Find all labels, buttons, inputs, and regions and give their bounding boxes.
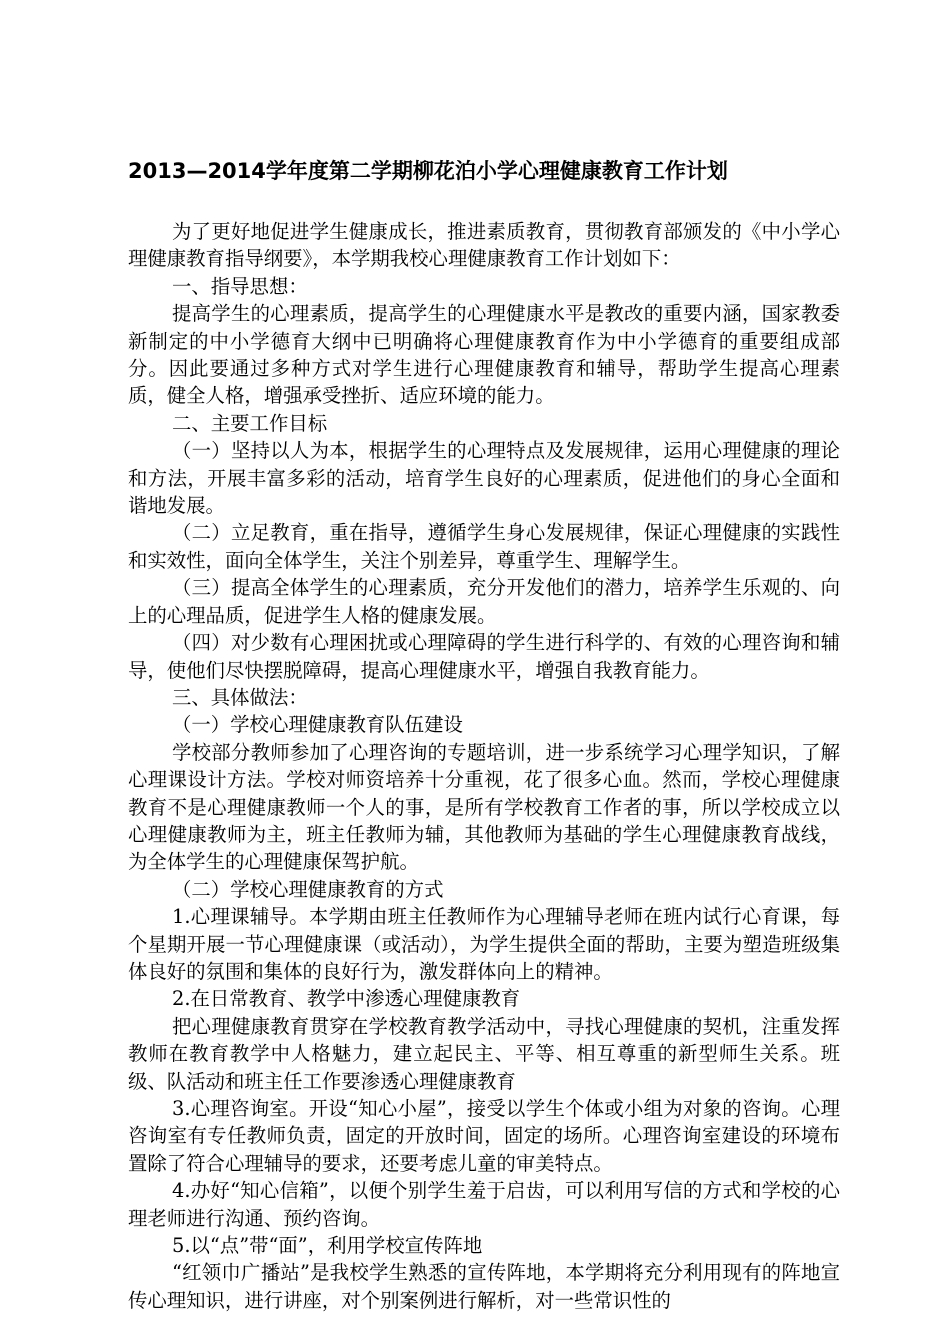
- body-paragraph: 学校部分教师参加了心理咨询的专题培训，进一步系统学习心理学知识，了解心理课设计方法。学校对师资培养十分重视，花了很多心血。然而，学校心理健康教育不是心理健康教师一个人的事，是所有学校教育工作者的事，所以学校成立以心理健康教师为主，班主任教师为辅，其他教师为基础的学生心理健康教育战线，为全体学生的心理健康保驾护航。: [128, 740, 840, 874]
- method-item: 4.办好“知心信箱”，以便个别学生羞于启齿，可以利用写信的方式和学校的心理老师进行沟通、预约咨询。: [128, 1179, 840, 1230]
- goal-item: （一）坚持以人为本，根据学生的心理特点及发展规律，运用心理健康的理论和方法，开展丰富多彩的活动，培育学生良好的心理素质，促进他们的身心全面和谐地发展。: [128, 439, 840, 518]
- body-paragraph: 提高学生的心理素质，提高学生的心理健康水平是教改的重要内涵，国家教委新制定的中小学德育大纲中已明确将心理健康教育作为中小学德育的重要组成部分。因此要通过多种方式对学生进行心理健康教育和辅导，帮助学生提高心理素质，健全人格，增强承受挫折、适应环境的能力。: [128, 302, 840, 408]
- body-paragraph: “红领巾广播站”是我校学生熟悉的宣传阵地，本学期将充分利用现有的阵地宣传心理知识，进行讲座，对个别案例进行解析，对一些常识性的: [128, 1261, 840, 1312]
- subsection-heading: （一）学校心理健康教育队伍建设: [172, 713, 463, 737]
- section-heading-main-goals: 二、主要工作目标: [172, 411, 328, 435]
- method-item: 2.在日常教育、教学中渗透心理健康教育: [172, 987, 521, 1011]
- document-body: [128, 218, 840, 1314]
- body-paragraph: 把心理健康教育贯穿在学校教育教学活动中，寻找心理健康的契机，注重发挥教师在教育教学中人格魅力，建立起民主、平等、相互尊重的新型师生关系。班级、队活动和班主任工作要渗透心理健康教育: [128, 1014, 840, 1093]
- document-title: 2013—2014学年度第二学期柳花泊小学心理健康教育工作计划: [128, 159, 728, 183]
- section-heading-guiding-ideology: 一、指导思想：: [172, 274, 308, 298]
- method-item: 1.心理课辅导。本学期由班主任教师作为心理辅导老师在班内试行心育课，每个星期开展一节心理健康课（或活动），为学生提供全面的帮助，主要为塑造班级集体良好的氛围和集体的良好行为，激发群体向上的精神。: [128, 905, 840, 983]
- method-item: 5.以“点”带“面”，利用学校宣传阵地: [172, 1234, 483, 1258]
- goal-item: （四）对少数有心理困扰或心理障碍的学生进行科学的、有效的心理咨询和辅导，使他们尽快摆脱障碍，提高心理健康水平，增强自我教育能力。: [128, 631, 840, 682]
- method-item: 3.心理咨询室。开设“知心小屋”，接受以学生个体或小组为对象的咨询。心理咨询室有专任教师负责，固定的开放时间，固定的场所。心理咨询室建设的环境布置除了符合心理辅导的要求，还要考虑儿童的审美特点。: [128, 1097, 840, 1175]
- subsection-heading: （二）学校心理健康教育的方式: [172, 877, 444, 901]
- goal-item: （三）提高全体学生的心理素质，充分开发他们的潜力，培养学生乐观的、向上的心理品质，促进学生人格的健康发展。: [128, 576, 840, 627]
- goal-item: （二）立足教育，重在指导，遵循学生身心发展规律，保证心理健康的实践性和实效性，面向全体学生，关注个别差异，尊重学生、理解学生。: [128, 521, 840, 572]
- intro-paragraph: 为了更好地促进学生健康成长，推进素质教育，贯彻教育部颁发的《中小学心理健康教育指导纲要》，本学期我校心理健康教育工作计划如下：: [128, 220, 840, 271]
- section-heading-methods: 三、具体做法：: [172, 685, 308, 709]
